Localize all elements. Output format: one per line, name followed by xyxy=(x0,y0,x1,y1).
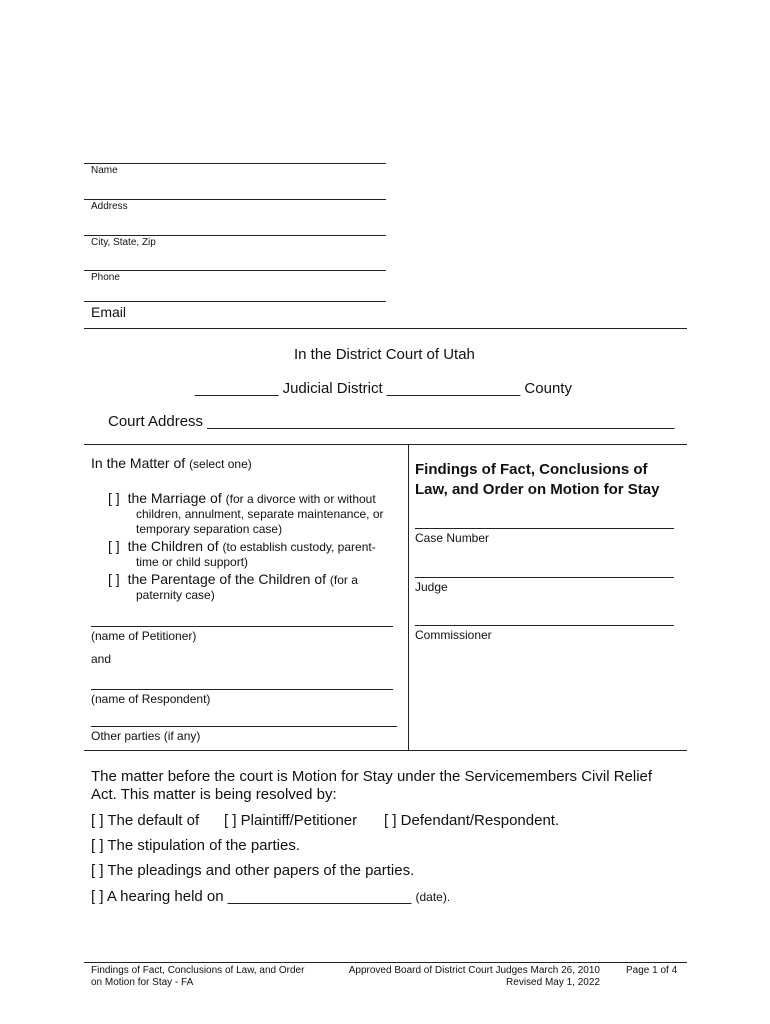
default-of-option[interactable]: [ ] The default of xyxy=(91,812,200,829)
option-parentage-cont-1: paternity case) xyxy=(136,588,215,602)
address-line[interactable] xyxy=(84,199,386,200)
option-parentage-checkbox[interactable]: [ ] xyxy=(108,571,120,587)
option-children-note: (to establish custody, parent- xyxy=(222,540,376,554)
footer-center-line-1: Approved Board of District Court Judges March 26, 2010 xyxy=(348,965,600,976)
court-title: In the District Court of Utah xyxy=(294,346,475,363)
option-parentage[interactable] xyxy=(108,571,358,587)
defendant-option[interactable]: [ ] Defendant/Respondent. xyxy=(384,812,560,829)
phone-label: Phone xyxy=(91,272,120,283)
page-number: Page 1 of 4 xyxy=(626,965,678,976)
court-address-line[interactable]: Court Address ________________________________________________________ xyxy=(108,413,675,430)
caption-top-border xyxy=(84,444,687,445)
caption-bottom-border xyxy=(84,750,687,751)
caption-divider xyxy=(408,444,409,750)
name-label: Name xyxy=(91,165,118,176)
respondent-label: (name of Respondent) xyxy=(91,692,211,706)
hearing-option[interactable] xyxy=(91,888,450,906)
hearing-text[interactable]: [ ] A hearing held on ______________________ xyxy=(91,888,412,905)
case-number-line[interactable] xyxy=(415,528,674,529)
option-children[interactable] xyxy=(108,538,376,554)
petitioner-line[interactable] xyxy=(91,626,393,627)
option-marriage[interactable] xyxy=(108,490,376,506)
option-parentage-label: the Parentage of the Children of xyxy=(127,571,327,587)
option-children-checkbox[interactable]: [ ] xyxy=(108,538,120,554)
intro-paragraph: The matter before the court is Motion for Stay under the Servicemembers Civil Relief Act. This matter is being resolved by: xyxy=(91,768,653,803)
option-marriage-cont-1: children, annulment, separate maintenance, or xyxy=(136,507,384,521)
option-marriage-checkbox[interactable]: [ ] xyxy=(108,490,120,506)
hearing-date-note: (date). xyxy=(415,890,451,904)
header-separator xyxy=(84,328,687,329)
stipulation-option[interactable]: [ ] The stipulation of the parties. xyxy=(91,837,301,854)
matter-prefix: In the Matter of xyxy=(91,455,186,471)
other-parties-label: Other parties (if any) xyxy=(91,729,201,743)
matter-note: (select one) xyxy=(189,457,252,471)
plaintiff-option[interactable]: [ ] Plaintiff/Petitioner xyxy=(224,812,358,829)
footer-left xyxy=(91,965,304,989)
footer-center xyxy=(344,965,600,989)
option-marriage-note: (for a divorce with or without xyxy=(225,492,376,506)
footer-center-line-2: Revised May 1, 2022 xyxy=(506,977,600,988)
option-children-label: the Children of xyxy=(127,538,219,554)
judge-line[interactable] xyxy=(415,577,674,578)
and-label: and xyxy=(91,652,112,666)
city-state-zip-line[interactable] xyxy=(84,235,386,236)
commissioner-line[interactable] xyxy=(415,625,674,626)
pleadings-option[interactable]: [ ] The pleadings and other papers of the parties. xyxy=(91,862,415,879)
option-marriage-cont-2: temporary separation case) xyxy=(136,522,283,536)
address-label: Address xyxy=(91,201,128,212)
petitioner-label: (name of Petitioner) xyxy=(91,629,197,643)
name-line[interactable] xyxy=(84,163,386,164)
case-number-label: Case Number xyxy=(415,531,490,545)
option-children-cont-1: time or child support) xyxy=(136,555,249,569)
footer-left-line-2: on Motion for Stay - FA xyxy=(91,977,194,988)
phone-line[interactable] xyxy=(84,270,386,271)
matter-heading xyxy=(91,455,252,471)
footer-separator xyxy=(84,962,687,963)
judge-label: Judge xyxy=(415,580,448,594)
judicial-district-line[interactable]: __________ Judicial District ________________ County xyxy=(195,380,572,397)
other-parties-line[interactable] xyxy=(91,726,397,727)
email-label: Email xyxy=(91,304,127,320)
option-parentage-note: (for a xyxy=(329,573,358,587)
footer-left-line-1: Findings of Fact, Conclusions of Law, and Order xyxy=(91,965,305,976)
email-line[interactable] xyxy=(84,301,386,302)
commissioner-label: Commissioner xyxy=(415,628,492,642)
city-state-zip-label: City, State, Zip xyxy=(91,237,156,248)
document-title: Findings of Fact, Conclusions of Law, and Order on Motion for Stay xyxy=(415,461,660,498)
option-marriage-label: the Marriage of xyxy=(127,490,222,506)
respondent-line[interactable] xyxy=(91,689,393,690)
